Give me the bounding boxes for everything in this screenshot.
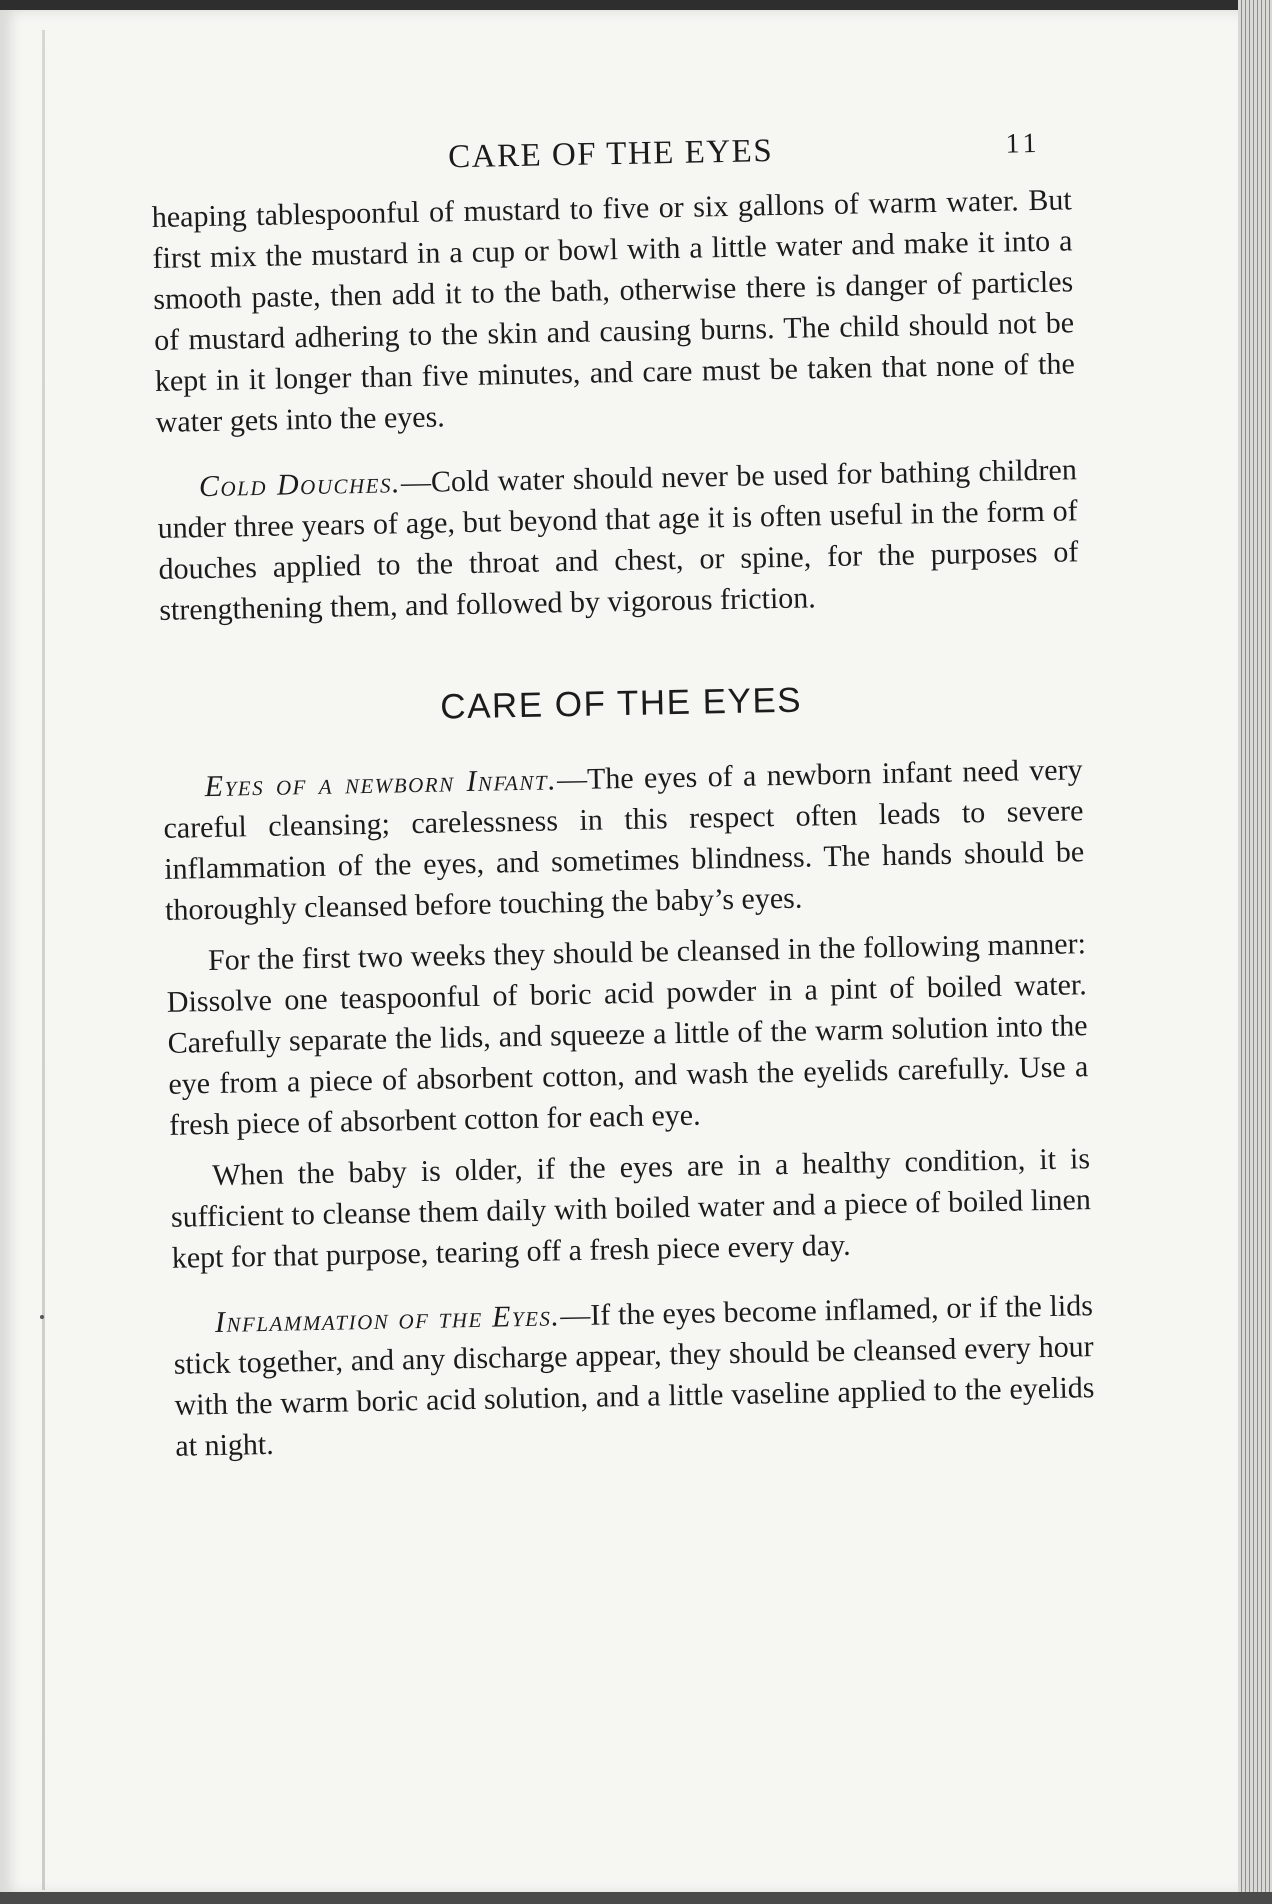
inflammation-paragraph	[173, 1285, 1096, 1467]
newborn-paragraph	[162, 749, 1085, 931]
scan-bottom-edge	[0, 1892, 1272, 1904]
newborn-heading: Eyes of a newborn Infant.	[204, 763, 558, 804]
page-number: 11	[1005, 127, 1041, 160]
book-page	[0, 10, 1240, 1894]
newborn-paragraph-2: For the first two weeks they should be cleansed in the following manner: Dissolve one teaspoonful of boric acid powder in a pint of boiled water. Carefully separate the lids, and squeeze a little of the warm solution into the eye from a piece of absorbent cotton, and wash the eyelids carefully. Use a fresh piece of absorbent cotton for each eye.	[166, 927, 1089, 1142]
intro-paragraph: heaping tablespoonful of mustard to five or six gallons of warm water. But first mix the mustard in a cup or bowl with a little water and make it into a smooth paste, then add it to the bath, otherwise there is danger of particles of mustard adhering to the skin and causing burns. The child should not be kept in it longer than five minutes, and care must be taken that none of the water gets into the eyes.	[151, 183, 1076, 439]
newborn-paragraph-3: When the baby is older, if the eyes are in a healthy condition, it is sufficient to cleanse them daily with boiled water and a piece of boiled linen kept for that purpose, tearing off a fresh piece every day.	[170, 1142, 1092, 1275]
running-title: CARE OF THE EYES	[447, 133, 774, 176]
cold-douches-paragraph	[157, 449, 1080, 631]
ink-speck	[40, 1315, 44, 1319]
inflammation-heading: Inflammation of the Eyes.	[214, 1299, 561, 1339]
page-stack-edges	[1238, 0, 1272, 1904]
page-content	[150, 107, 1096, 1466]
cold-douches-heading: Cold Douches.	[198, 466, 402, 504]
page-gutter	[42, 30, 45, 1890]
running-head	[150, 107, 1071, 185]
inflammation-text: —If the eyes become inflamed, or if the lids stick together, and any discharge appear, they should be cleansed every hour with the warm boric acid solution, and a little vaseline applied to the eyelids at night.	[173, 1289, 1095, 1463]
section-heading: CARE OF THE EYES	[439, 680, 803, 727]
cold-douches-text: —Cold water should never be used for bathing children under three years of age, but beyond that age it is often useful in the form of douches applied to the throat and chest, or spine, for the purposes of strengthening them, and followed by vigorous friction.	[157, 453, 1079, 627]
newborn-text: —The eyes of a newborn infant need very careful cleansing; carelessness in this respect often leads to severe inflammation of the eyes, and sometimes blindness. The hands should be thoroughly cleansed before touching the baby’s eyes.	[163, 753, 1085, 927]
